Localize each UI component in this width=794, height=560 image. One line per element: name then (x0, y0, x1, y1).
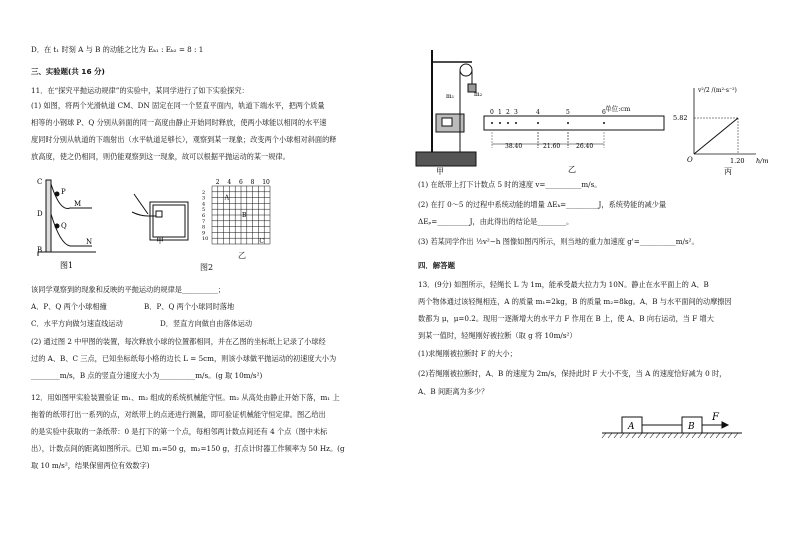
block-a-label: A (628, 422, 635, 432)
q13-line: 数都为 μ，μ=0.2。现用一逐渐增大的水平力 F 作用在 B 上，使 A、B 向右运动，当 F 增大 (418, 314, 714, 323)
tape-number: 6 (602, 109, 606, 116)
ground-hatch (680, 433, 684, 438)
tape-number: 1 (498, 109, 502, 116)
tape-dot (567, 122, 569, 124)
tape-number: 4 (536, 109, 540, 116)
label-m: M (74, 200, 82, 208)
label-c: C (37, 178, 43, 186)
figure-2-yi-label: 乙 (238, 251, 246, 260)
figure-1-caption: 图1 (60, 261, 74, 270)
grid-side-tick: 4 (202, 201, 206, 208)
tape-dot (537, 122, 539, 124)
ground-hatch (608, 433, 612, 438)
tape-dot (515, 122, 517, 124)
figure-2-grid (200, 176, 274, 256)
grid-side-tick: 10 (202, 236, 209, 243)
grid-top-tick: 2 (215, 179, 220, 186)
tape-dot (507, 122, 509, 124)
q12-line: 的是实验中获取的一条纸带：0 是打下的第一个点，每相邻两计数点间还有 4 个点（图中未标 (31, 427, 328, 436)
ball-q (55, 224, 60, 229)
option-d-previous: D．在 t₁ 时刻 A 与 B 的动能之比为 Eₖ₁ : Eₖ₂ = 8 : 1 (31, 45, 204, 54)
figure-1-tracks (30, 172, 110, 272)
label-b: B (37, 246, 43, 254)
figure-2-caption: 图2 (200, 263, 214, 272)
q11-p1-line: 度同时分别从轨道的下端射出（水平轨道足够长），观察到某一现象；改变两个小球相对斜面的释 (31, 135, 337, 144)
grid-side-tick: 3 (202, 195, 206, 202)
ground-hatch (692, 433, 696, 438)
figure-2-apparatus (128, 190, 196, 246)
q12-line: 12．用如图甲实验装置验证 m₁、m₂ 组成的系统机械能守恒。m₂ 从高处由静止开始下落，m₁ 上 (31, 393, 340, 402)
distance-label: 21.60 (543, 143, 561, 150)
label-q: Q (61, 222, 67, 230)
ground-hatch (644, 433, 648, 438)
figure-bing-graph (672, 82, 772, 177)
block-b-label: B (688, 422, 695, 432)
ground-hatch (650, 433, 654, 438)
label-m2: m₂ (474, 91, 482, 98)
q11-option-d: D．竖直方向做自由落体运动 (160, 319, 253, 328)
q12-line: 取 10 m/s²，结果保留两位有效数字) (31, 461, 150, 470)
ground-hatch (662, 433, 666, 438)
distance-label: 38.40 (505, 143, 523, 150)
grid-side-tick: 5 (202, 207, 206, 214)
q11-intro: 11．在“探究平抛运动规律”的实验中，某同学进行了如下实验探究： (31, 86, 249, 95)
tape-number: 5 (566, 109, 570, 116)
grid-side-tick: 8 (202, 224, 206, 231)
grid-side-tick: 2 (202, 189, 206, 196)
q11-p2-line: (2) 通过图 2 中甲图的装置，每次释放小球的位置都相同，并在乙图的坐标纸上记录了小球经 (31, 337, 326, 346)
grid-side-tick: 6 (202, 213, 206, 219)
grid-side-tick: 7 (202, 218, 206, 225)
ground-hatch (602, 433, 606, 438)
tape-dot (491, 122, 493, 124)
ground-hatch (728, 433, 732, 438)
ground-hatch (632, 433, 636, 438)
graph-y-value: 5.82 (673, 114, 688, 122)
figure-2-jia-label: 甲 (156, 236, 164, 245)
grid-point-c: C (259, 238, 264, 245)
tape-dot (499, 122, 501, 124)
q13-line: 13．(9分) 如图所示，轻绳长 L 为 1m，能承受最大拉力为 10N。静止在水平面上的 A、B (418, 280, 709, 289)
q11-option-a: A．P、Q 两个小球相撞 (31, 302, 107, 311)
q12-part-1: (1) 在纸带上打下计数点 5 时的速度 v=__________m/s。 (418, 180, 602, 189)
label-p: P (61, 188, 66, 196)
grid-svg (200, 176, 274, 256)
section-title-experiments: 三、实验题(共 16 分) (31, 67, 105, 76)
ground-hatch (722, 433, 726, 438)
q11-p2-line: 过的 A、B、C 三点，已知坐标纸每小格的边长 L = 5cm，则该小球做平抛运动的初速度大小为 (31, 354, 337, 363)
ground-hatch (668, 433, 672, 438)
ground-hatch (674, 433, 678, 438)
q11-question: 该同学观察到的现象和反映的平抛运动的规律是__________； (31, 285, 226, 294)
q12-line: 出），计数点间的距离如图所示。已知 m₁=50 g，m₂=150 g，打点计时器工作频率为 50 Hz。(g (31, 444, 345, 453)
q11-p1-line: 放高度，使之仍相同，则仍能观察到这一现象，故可以根据平抛运动的某一规律。 (31, 152, 290, 161)
force-arrow-head (722, 422, 728, 428)
tape-number: 2 (506, 109, 510, 116)
grid-top-tick: 10 (262, 179, 270, 186)
tape-number: 3 (514, 109, 518, 116)
ground-hatch (626, 433, 630, 438)
q11-p1-line: 相等的小钢球 P、Q 分别从斜面的同一高度由静止开始同时释放，使两小球能以相同的水平速 (31, 118, 327, 127)
graph-ylabel: v²/2 /(m²·s⁻²) (698, 87, 737, 94)
ball-p (55, 192, 60, 197)
grid-side-tick: 9 (202, 230, 206, 237)
distance-label: 26.40 (576, 143, 594, 150)
ground-hatch (620, 433, 624, 438)
ground-hatch (686, 433, 690, 438)
graph-origin: O (687, 156, 693, 164)
ground-hatch (698, 433, 702, 438)
figure-jia-label: 甲 (436, 167, 444, 175)
ground-hatch (716, 433, 720, 438)
q11-p2-line: ________m/s，B 点的竖直分速度大小为__________m/s。(g 取 10m/s²) (31, 371, 263, 380)
tape-body (484, 116, 664, 130)
figure-yi-tape (480, 100, 670, 180)
label-n: N (86, 238, 93, 246)
graph-xlabel: h/m (756, 157, 769, 165)
q13-part-2b: A、B 间距离为多少？ (418, 387, 489, 396)
ground-hatch (614, 433, 618, 438)
q13-line: 两个物体通过该轻绳相连，A 的质量 m₁=2kg，B 的质量 m₂=8kg。A、B 与水平面间的动摩擦因 (418, 297, 732, 306)
ground-hatch (710, 433, 714, 438)
q12-part-3: (3) 若某同学作出 ½v²−h 图像如图丙所示，则当地的重力加速度 g'=__________m/s²。 (418, 237, 699, 246)
ground-hatch (734, 433, 738, 438)
ground-hatch (704, 433, 708, 438)
ground-hatch (656, 433, 660, 438)
grid-top-tick: 4 (227, 179, 232, 186)
q13-part-2: (2)若绳刚被拉断时，A、B 的速度为 2m/s，保持此时 F 大小不变，当 A 的速度恰好减为 0 时， (418, 369, 727, 378)
label-d: D (37, 210, 43, 218)
q12-part-2: (2) 在打 0～5 的过程中系统动能的增量 ΔEₖ=_________J，系统势能的减少量 (418, 200, 667, 209)
label-m1: m₁ (446, 93, 455, 100)
track-support (46, 180, 51, 252)
q11-p1-line: (1) 如图，将两个光滑轨道 CM、DN 固定在同一个竖直平面内，轨道下端水平，把两个质量 (31, 101, 325, 110)
q11-option-c: C．水平方向做匀速直线运动 (31, 319, 123, 328)
q12-line: 拖着的纸带打出一系列的点，对纸带上的点迹进行测量，即可验证机械能守恒定律。图乙给出 (31, 410, 326, 419)
grid-top-tick: 8 (250, 179, 255, 186)
graph-x-value: 1.20 (730, 157, 745, 165)
graph-line (694, 118, 738, 154)
figure-bing-label: 丙 (724, 167, 732, 176)
tape-unit: 单位:cm (605, 105, 631, 113)
figure-blocks (600, 405, 750, 445)
grid-point-a: A (224, 194, 229, 202)
tape-number: 0 (490, 109, 494, 116)
tape-dot (603, 122, 605, 124)
q11-option-b: B．P、Q 两个小球同时落地 (144, 302, 235, 311)
section-title-solutions: 四．解答题 (418, 261, 455, 270)
force-label: F (712, 412, 719, 423)
figure-jia-apparatus (412, 40, 482, 175)
figure-yi-label: 乙 (568, 165, 576, 174)
ground-hatch (638, 433, 642, 438)
q13-line: 到某一值时，轻绳刚好被拉断（取 g 将 10m/s²） (418, 331, 577, 340)
grid-point-b: B (242, 212, 247, 219)
q13-part-1: (1)求绳刚被拉断时 F 的大小； (418, 349, 517, 358)
grid-top-tick: 6 (239, 179, 243, 186)
q12-part-2b: ΔEₚ=_________J，由此得出的结论是________。 (418, 217, 574, 226)
